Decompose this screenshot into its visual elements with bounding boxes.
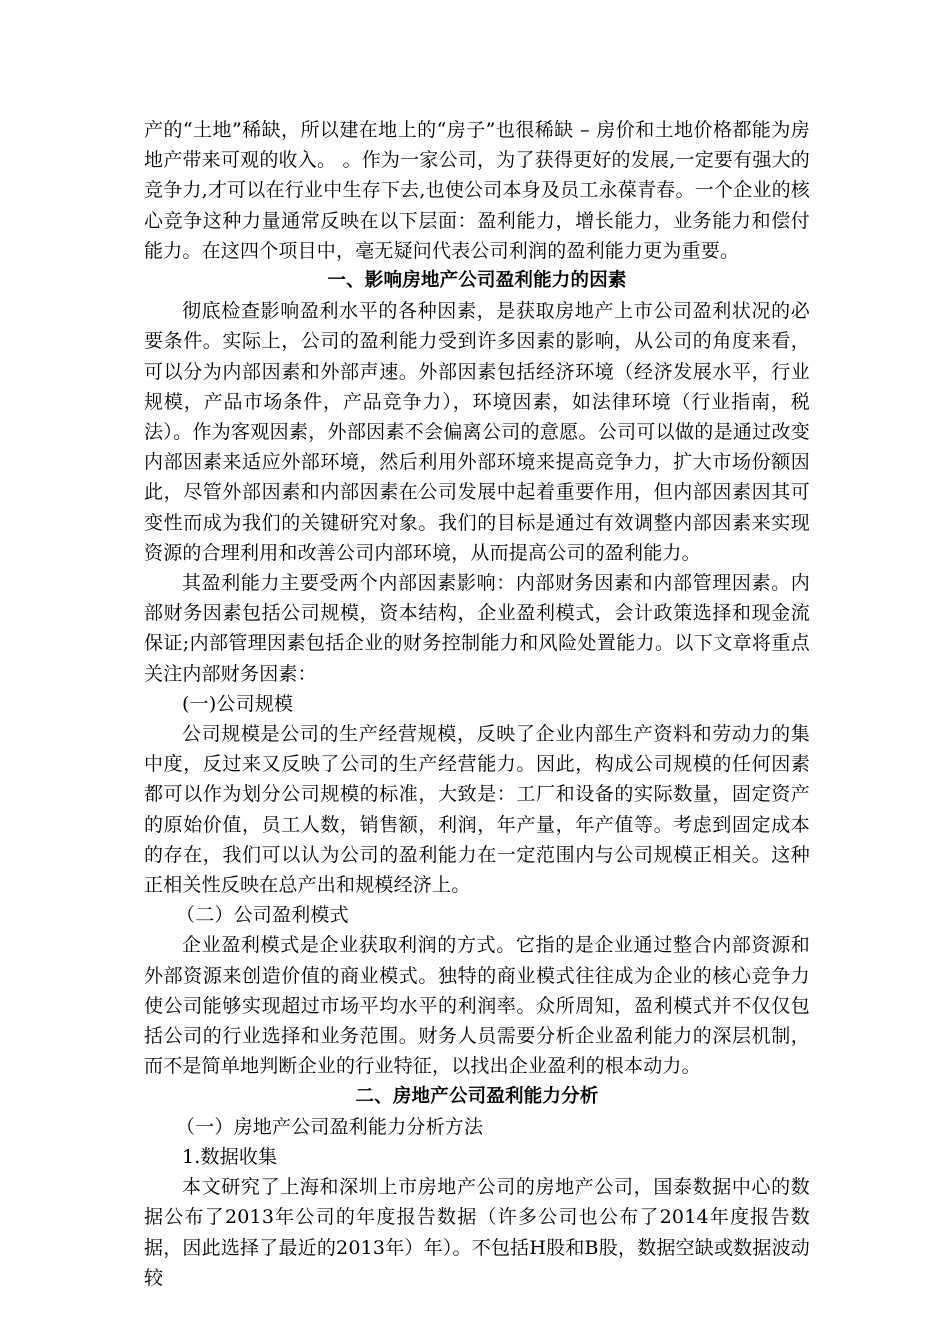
paragraph-intro: 产的“土地”稀缺，所以建在地上的“房子”也很稀缺 – 房价和土地价格都能为房地产带来可观的收入。 。作为一家公司，为了获得更好的发展,一定要有强大的竞争力,才可以在行业中生存下去,也使公司本身及员工永葆青春。一个企业的核心竞争这种力量通常反映在以下层面：盈利能力，增长能力，业务能力和偿付能力。在这四个项目中，毫无疑问代表公司利润的盈利能力更为重要。 <box>144 119 810 262</box>
subheading-company-scale: (一)公司规模 <box>182 692 294 715</box>
subheading-profit-model: （二）公司盈利模式 <box>176 904 349 927</box>
paragraph-internal-factors: 其盈利能力主要受两个内部因素影响：内部财务因素和内部管理因素。内部财务因素包括公司规模，资本结构，企业盈利模式，会计政策选择和现金流保证;内部管理因素包括企业的财务控制能力和风险处置能力。以下文章将重点关注内部财务因素： <box>144 572 810 685</box>
section-heading-1: 一、影响房地产公司盈利能力的因素 <box>327 270 627 292</box>
paragraph-data-collection: 本文研究了上海和深圳上市房地产公司的房地产公司，国泰数据中心的数据公布了2013年公司的年度报告数据（许多公司也公布了2014年度报告数据，因此选择了最近的2013年）年）。不包括H股和B股，数据空缺或数据波动较 <box>144 1176 810 1289</box>
paragraph-factors-overview: 彻底检查影响盈利水平的各种因素，是获取房地产上市公司盈利状况的必要条件。实际上，公司的盈利能力受到许多因素的影响，从公司的角度来看，可以分为内部因素和外部声速。外部因素包括经济环境（经济发展水平，行业规模，产品市场条件，产品竞争力），环境因素，如法律环境（行业指南，税法）。作为客观因素，外部因素不会偏离公司的意愿。公司可以做的是通过改变内部因素来适应外部环境，然后利用外部环境来提高竞争力，扩大市场份额因此，尽管外部因素和内部因素在公司发展中起着重要作用，但内部因素因其可变性而成为我们的关键研究对象。我们的目标是通过有效调整内部因素来实现资源的合理利用和改善公司内部环境，从而提高公司的盈利能力。 <box>144 300 810 564</box>
section-heading-2: 二、房地产公司盈利能力分析 <box>355 1085 599 1107</box>
paragraph-company-scale: 公司规模是公司的生产经营规模，反映了企业内部生产资料和劳动力的集中度，反过来又反映了公司的生产经营能力。因此，构成公司规模的任何因素都可以作为划分公司规模的标准，大致是：工厂和设备的实际数量，固定资产的原始价值，员工人数，销售额，利润，年产量，年产值等。考虑到固定成本的存在，我们可以认为公司的盈利能力在一定范围内与公司规模正相关。这种正相关性反映在总产出和规模经济上。 <box>144 723 810 897</box>
subheading-analysis-method: （一）房地产公司盈利能力分析方法 <box>176 1115 484 1138</box>
document-page <box>144 115 810 1293</box>
subheading-data-collection: 1.数据收集 <box>182 1145 278 1168</box>
paragraph-profit-model: 企业盈利模式是企业获取利润的方式。它指的是企业通过整合内部资源和外部资源来创造价值的商业模式。独特的商业模式往往成为企业的核心竞争力使公司能够实现超过市场平均水平的利润率。众所周知，盈利模式并不仅仅包括公司的行业选择和业务范围。财务人员需要分析企业盈利能力的深层机制，而不是简单地判断企业的行业特征，以找出企业盈利的根本动力。 <box>144 934 810 1078</box>
